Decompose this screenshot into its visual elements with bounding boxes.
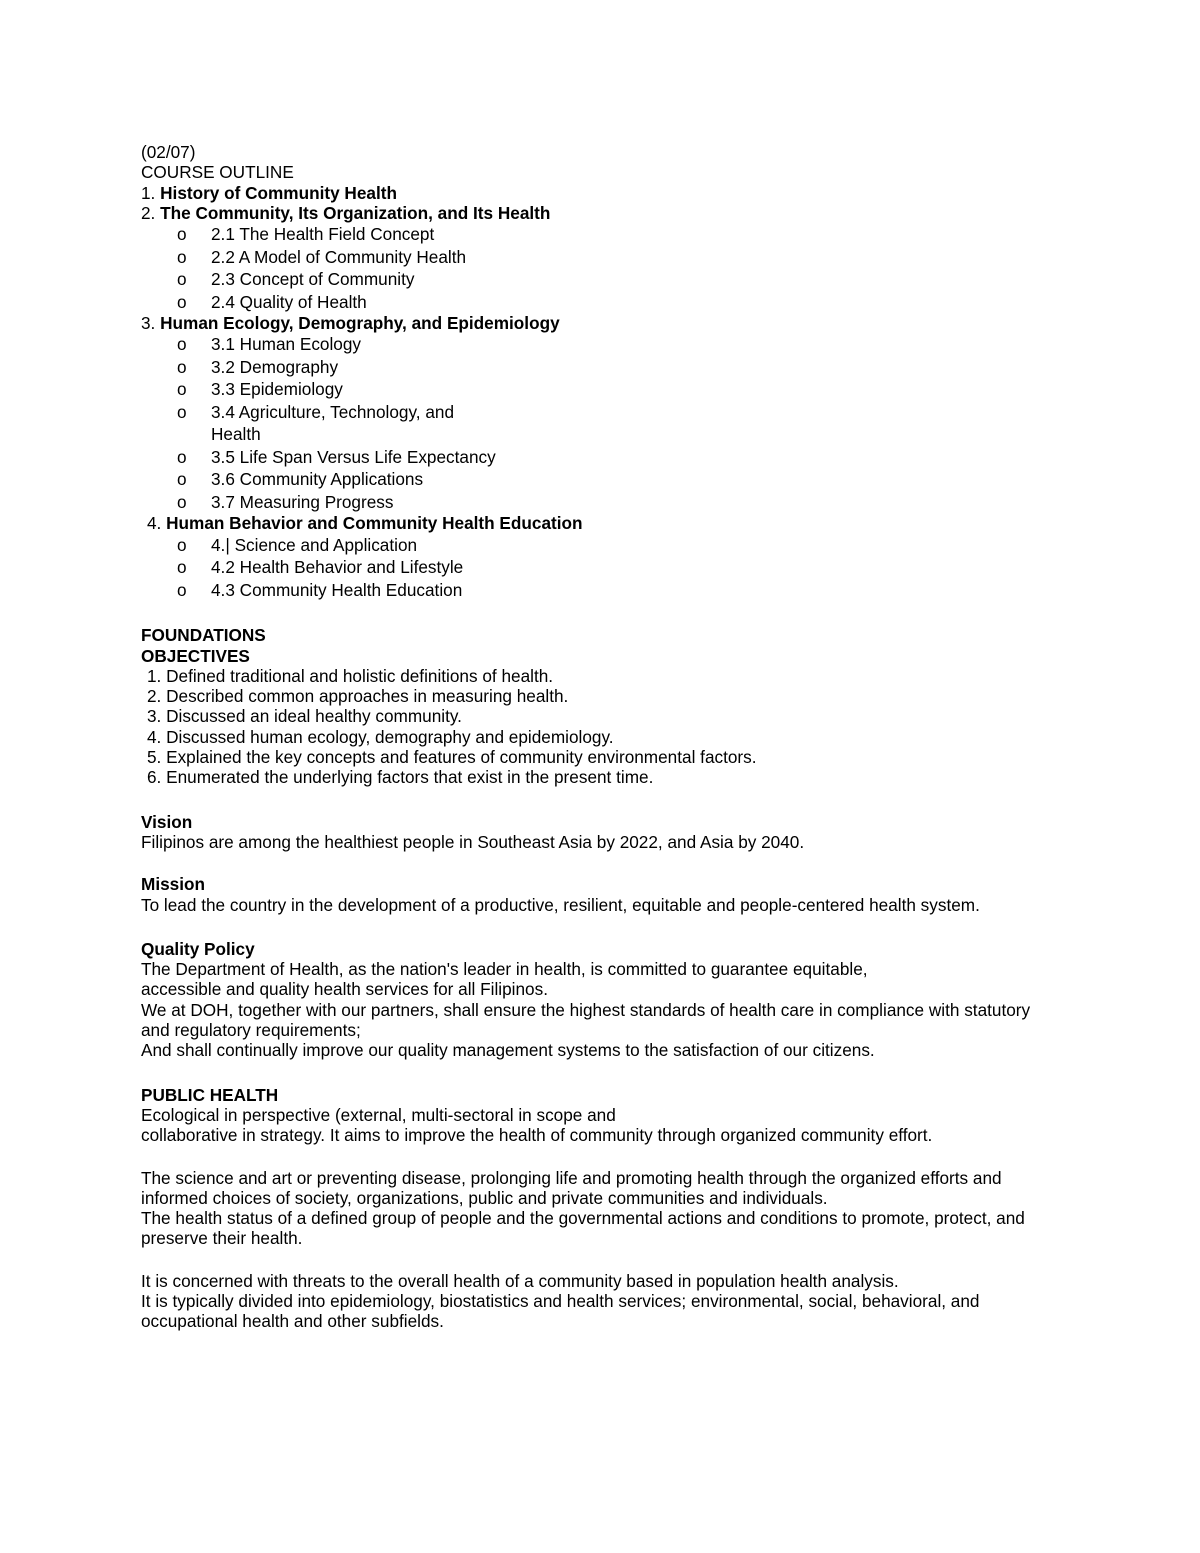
paragraph-line: It is concerned with threats to the overall health of a community based in population health analysis. — [141, 1270, 899, 1291]
bullet-icon: o — [177, 401, 187, 422]
objective-item: 3. Discussed an ideal healthy community. — [147, 706, 462, 727]
course-outline-title: COURSE OUTLINE — [141, 162, 294, 183]
paragraph-line: The science and art or preventing disease, prolonging life and promoting health through the organized efforts and — [141, 1167, 1002, 1188]
outline-item-number: 3. — [141, 313, 156, 334]
mission-heading: Mission — [141, 874, 205, 895]
public-health-paragraph — [141, 1271, 1081, 1332]
outline-subitem — [141, 333, 1081, 356]
bullet-icon: o — [177, 379, 187, 400]
outline-subitem-text: 2.1 The Health Field Concept — [211, 224, 435, 245]
bullet-icon: o — [177, 491, 187, 512]
bullet-icon: o — [177, 469, 187, 490]
public-health-paragraph — [141, 1168, 1081, 1249]
objective-item: 1. Defined traditional and holistic definitions of health. — [147, 665, 554, 686]
objective-item: 6. Enumerated the underlying factors that exist in the present time. — [147, 767, 654, 788]
foundations-heading: FOUNDATIONS — [141, 625, 266, 646]
outline-subitem-text: 4.| Science and Application — [211, 534, 418, 555]
vision-heading: Vision — [141, 811, 193, 832]
outline-item-number: 1. — [141, 182, 156, 203]
outline-subitem — [141, 246, 1081, 269]
bullet-icon: o — [177, 334, 187, 355]
outline-item-title: History of Community Health — [160, 182, 397, 203]
quality-policy-line: accessible and quality health services for all Filipinos. — [141, 979, 548, 1000]
outline-item — [141, 513, 1081, 533]
quality-policy-text — [141, 959, 1081, 1060]
bullet-icon: o — [177, 291, 187, 312]
outline-subitem-text: 3.5 Life Span Versus Life Expectancy — [211, 446, 496, 467]
public-health-paragraph — [141, 1105, 1081, 1146]
bullet-icon: o — [177, 534, 187, 555]
bullet-icon: o — [177, 446, 187, 467]
outline-subitem-text: 3.6 Community Applications — [211, 469, 424, 490]
document-date: (02/07) — [141, 142, 196, 162]
outline-item-number: 4. — [147, 513, 162, 534]
outline-subitem-text: 2.4 Quality of Health — [211, 291, 367, 312]
outline-item-title: The Community, Its Organization, and Its Health — [160, 202, 551, 223]
outline-subitem-text: 3.3 Epidemiology — [211, 379, 343, 400]
paragraph-line: It is typically divided into epidemiology, biostatistics and health services; environmental, social, behavioral, and — [141, 1291, 980, 1311]
outline-subitem — [141, 378, 1081, 401]
bullet-icon: o — [177, 246, 187, 267]
outline-subitem — [141, 446, 1081, 469]
outline-subitem-text: 3.4 Agriculture, Technology, and — [211, 401, 455, 422]
objectives-heading: OBJECTIVES — [141, 645, 250, 666]
outline-subitem-text: 4.3 Community Health Education — [211, 579, 463, 600]
outline-subitem — [141, 401, 1081, 446]
quality-policy-line: And shall continually improve our quality management systems to the satisfaction of our citizens. — [141, 1040, 875, 1061]
outline-item-title: Human Behavior and Community Health Education — [166, 513, 583, 534]
public-health-heading: PUBLIC HEALTH — [141, 1084, 279, 1105]
objectives-list — [141, 666, 1081, 788]
vision-text: Filipinos are among the healthiest people in Southeast Asia by 2022, and Asia by 2040. — [141, 831, 805, 852]
outline-subitem — [141, 579, 1081, 602]
outline-item-number: 2. — [141, 202, 156, 223]
outline-item — [141, 313, 1081, 333]
outline-item — [141, 183, 1081, 203]
outline-subitem — [141, 291, 1081, 314]
outline-subitem — [141, 534, 1081, 557]
outline-subitem — [141, 468, 1081, 491]
outline-subitem-text: 3.7 Measuring Progress — [211, 491, 394, 512]
outline-item-title: Human Ecology, Demography, and Epidemiology — [160, 313, 560, 334]
paragraph-line: Ecological in perspective (external, multi-sectoral in scope and — [141, 1104, 616, 1125]
outline-subitem-text: 3.1 Human Ecology — [211, 334, 361, 355]
outline-subitem — [141, 556, 1081, 579]
outline-subitem-text: 2.2 A Model of Community Health — [211, 246, 467, 267]
bullet-icon: o — [177, 224, 187, 245]
paragraph-line: The health status of a defined group of people and the governmental actions and conditions to promote, protect, and — [141, 1208, 1025, 1229]
outline-item — [141, 203, 1081, 223]
outline-subitem — [141, 223, 1081, 246]
quality-policy-line: and regulatory requirements; — [141, 1020, 361, 1041]
outline-subitem-text: Health — [211, 424, 261, 445]
objective-item: 4. Discussed human ecology, demography and epidemiology. — [147, 726, 614, 747]
bullet-icon: o — [177, 579, 187, 600]
bullet-icon: o — [177, 356, 187, 377]
paragraph-line: preserve their health. — [141, 1228, 303, 1249]
objective-item: 5. Explained the key concepts and features of community environmental factors. — [147, 747, 757, 768]
outline-subitem-text: 3.2 Demography — [211, 356, 339, 377]
outline-subitem — [141, 356, 1081, 379]
outline-subitem — [141, 491, 1081, 514]
bullet-icon: o — [177, 269, 187, 290]
outline-subitem-text: 4.2 Health Behavior and Lifestyle — [211, 557, 464, 578]
bullet-icon: o — [177, 557, 187, 578]
quality-policy-line: We at DOH, together with our partners, shall ensure the highest standards of health care in compliance with statutory — [141, 999, 1031, 1020]
objective-item: 2. Described common approaches in measuring health. — [147, 686, 569, 707]
paragraph-line: informed choices of society, organizations, public and private communities and individuals. — [141, 1187, 828, 1208]
paragraph-line: collaborative in strategy. It aims to improve the health of community through organized community effort. — [141, 1125, 933, 1146]
mission-text: To lead the country in the development of a productive, resilient, equitable and people-centered health system. — [141, 894, 980, 915]
paragraph-line: occupational health and other subfields. — [141, 1311, 444, 1332]
quality-policy-heading: Quality Policy — [141, 938, 255, 959]
outline-subitem — [141, 268, 1081, 291]
course-outline-list — [141, 183, 1081, 602]
quality-policy-line: The Department of Health, as the nation's leader in health, is committed to guarantee equitable, — [141, 959, 868, 980]
outline-subitem-text: 2.3 Concept of Community — [211, 269, 415, 290]
document-page — [141, 142, 1081, 1332]
